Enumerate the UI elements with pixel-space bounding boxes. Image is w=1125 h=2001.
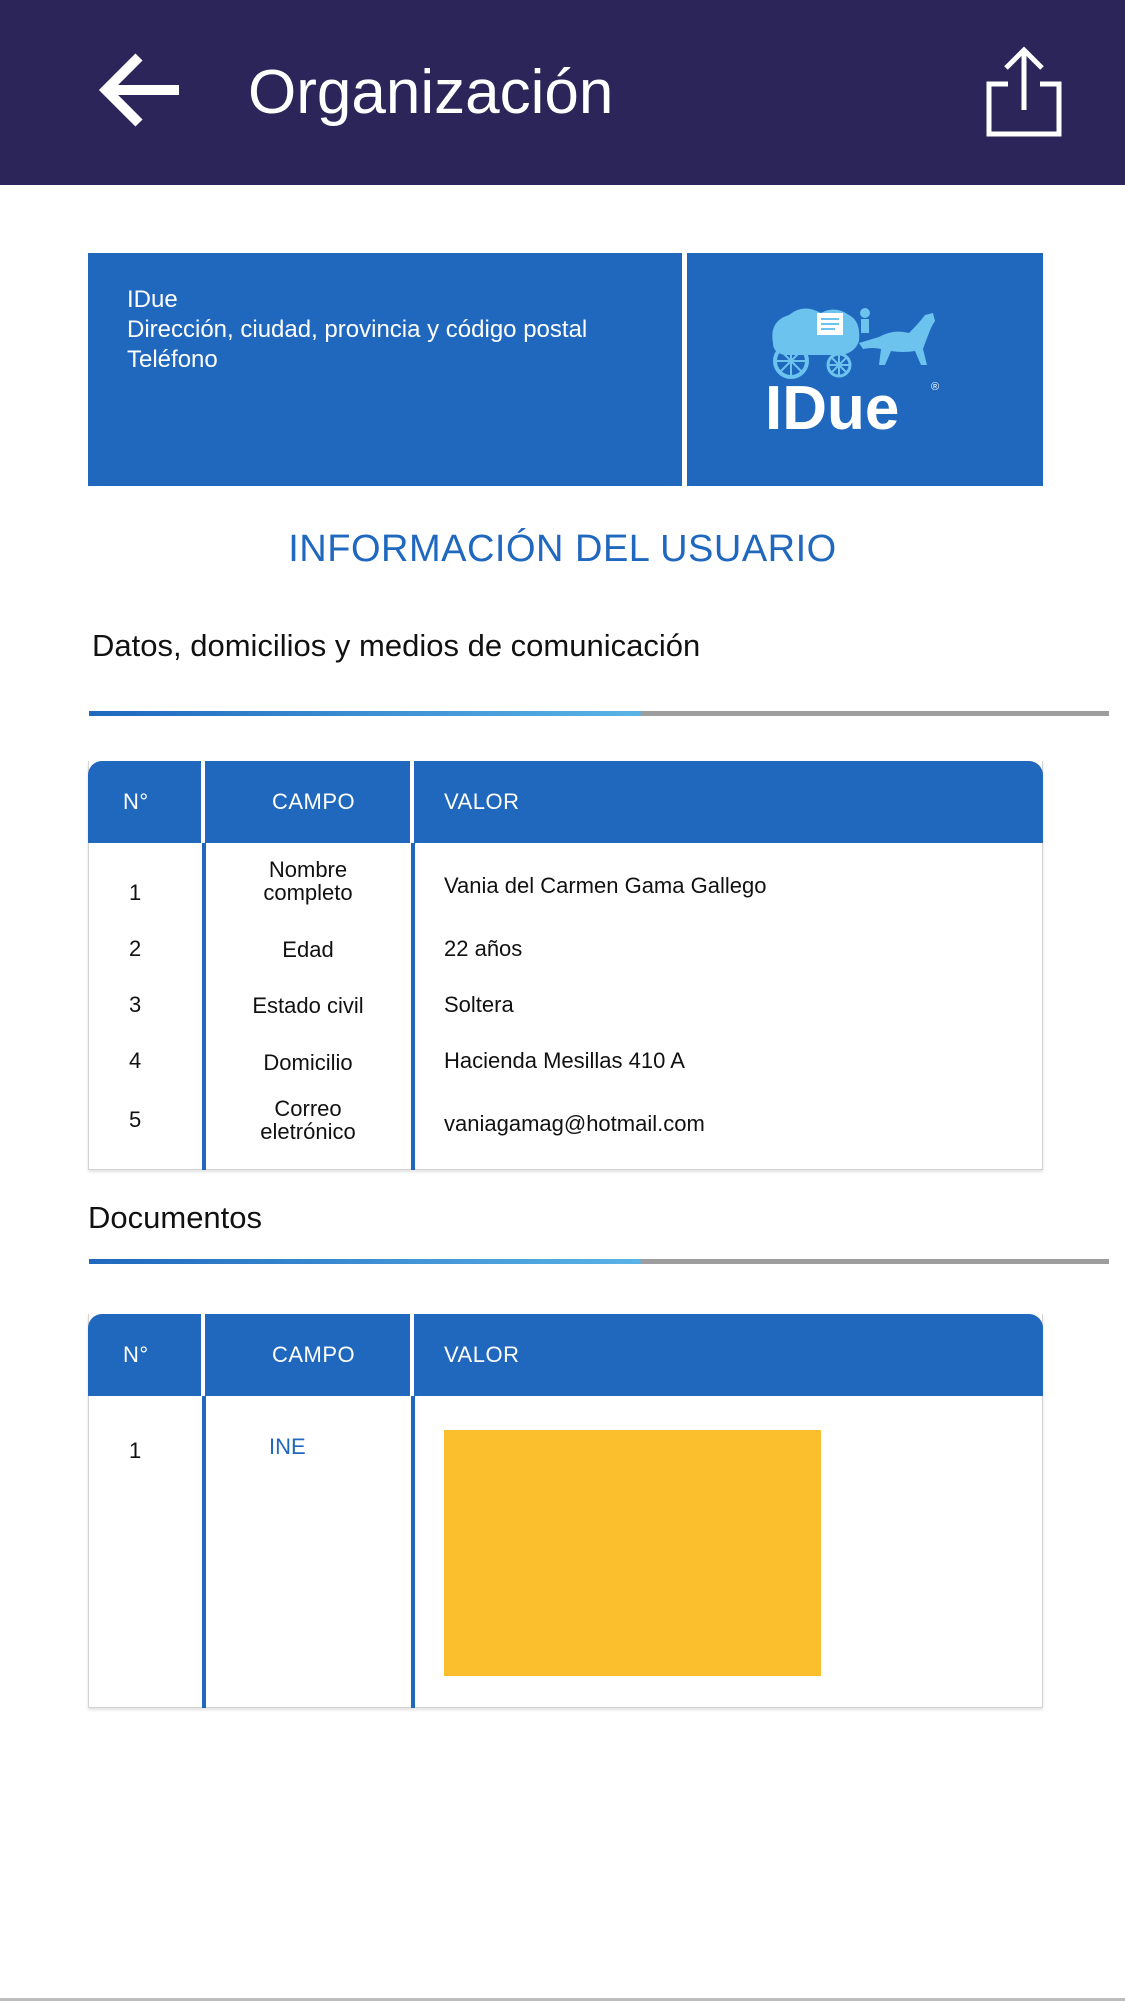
field-name: Edad <box>282 937 334 962</box>
field-value: Soltera <box>444 992 514 1017</box>
header-divider <box>682 253 687 486</box>
documentos-table-header <box>88 1314 1043 1396</box>
page-title: Organización <box>248 58 614 127</box>
column-header-campo: CAMPO <box>272 1342 356 1367</box>
organization-info <box>127 285 587 375</box>
field-value: Hacienda Mesillas 410 A <box>444 1048 685 1073</box>
logo-wordmark: IDue <box>765 374 900 443</box>
organization-header <box>88 253 1043 486</box>
column-separator <box>410 761 414 843</box>
field-name: Estado civil <box>252 993 364 1018</box>
field-name: Nombre completo <box>263 857 353 905</box>
organization-phone: Teléfono <box>127 346 218 373</box>
datos-table-header <box>88 761 1043 843</box>
datos-heading: Datos, domicilios y medios de comunicación <box>92 628 701 663</box>
share-icon <box>980 44 1070 140</box>
column-header-campo: CAMPO <box>272 789 356 814</box>
organization-address: Dirección, ciudad, provincia y código postal <box>127 316 588 343</box>
datos-divider <box>89 711 1109 716</box>
field-value: 22 años <box>444 936 523 961</box>
field-value: vaniagamag@hotmail.com <box>444 1111 705 1136</box>
column-separator <box>201 1314 205 1396</box>
section-title: INFORMACIÓN DEL USUARIO <box>288 528 837 570</box>
share-button[interactable] <box>980 44 1070 140</box>
back-button[interactable] <box>95 45 190 135</box>
column-separator <box>202 1396 206 1708</box>
arrow-left-icon <box>95 45 190 135</box>
column-separator <box>201 761 205 843</box>
idue-logo <box>763 293 953 443</box>
row-number: 2 <box>129 936 142 961</box>
row-number: 1 <box>129 880 142 905</box>
ine-document-image[interactable] <box>444 1430 821 1676</box>
app-bar <box>0 0 1125 185</box>
row-number: 3 <box>129 992 142 1017</box>
organization-name: IDue <box>127 286 178 313</box>
column-header-num: N° <box>123 1342 149 1367</box>
svg-text:®: ® <box>931 381 940 393</box>
row-number: 5 <box>129 1107 142 1132</box>
column-header-valor: VALOR <box>444 1342 520 1367</box>
column-separator <box>411 843 415 1170</box>
documentos-divider <box>89 1259 1109 1264</box>
field-value: Vania del Carmen Gama Gallego <box>444 873 767 898</box>
carriage-logo-icon <box>763 293 953 443</box>
documentos-table <box>88 1314 1043 1708</box>
column-separator <box>410 1314 414 1396</box>
field-name: Domicilio <box>263 1050 353 1075</box>
column-header-valor: VALOR <box>444 789 520 814</box>
ine-document-link[interactable]: INE <box>269 1434 306 1459</box>
datos-table <box>88 761 1043 1170</box>
row-number: 1 <box>129 1438 142 1463</box>
row-number: 4 <box>129 1048 142 1073</box>
column-header-num: N° <box>123 789 149 814</box>
field-name: Correo eletrónico <box>260 1096 356 1144</box>
documentos-heading: Documentos <box>88 1200 263 1235</box>
column-separator <box>411 1396 415 1708</box>
